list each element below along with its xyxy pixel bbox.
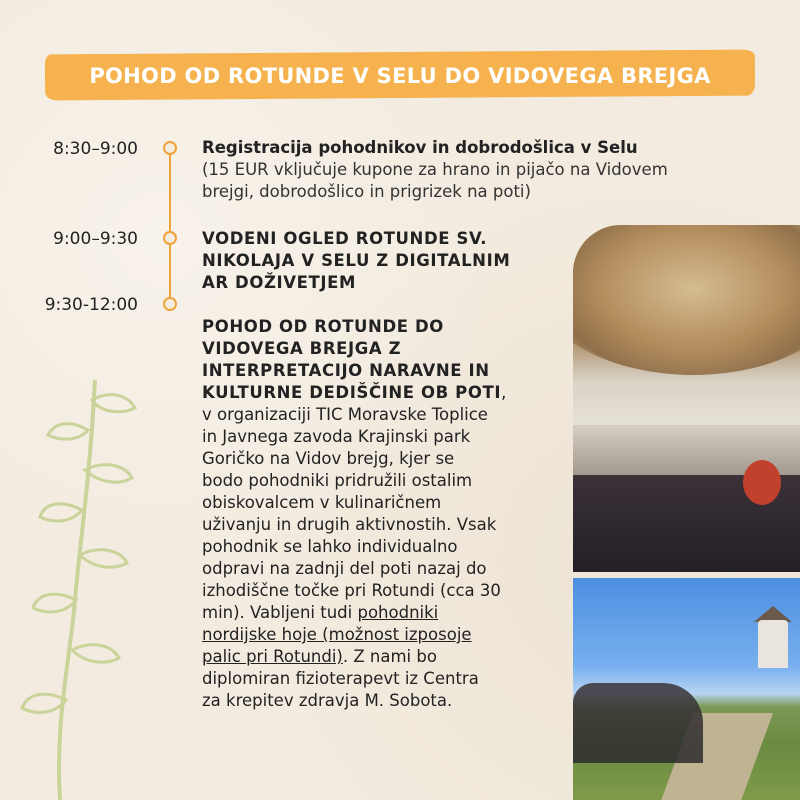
event-3-tail-line: za krepitev zdravja M. Sobota.: [202, 691, 453, 710]
event-3-tail-line: . Z nami bo: [342, 647, 437, 666]
event-2-title-line: VODENI OGLED ROTUNDE SV.: [202, 229, 488, 248]
nordic-walking-link[interactable]: nordijske hoje (možnost izposoje: [202, 625, 472, 644]
time-slot-3: 9:30-12:00: [44, 295, 138, 315]
event-3-body-line: in Javnega zavoda Krajinski park: [202, 427, 471, 446]
plant-illustration: [0, 360, 150, 800]
time-slot-2: 9:00–9:30: [53, 229, 138, 249]
event-1-title: Registracija pohodnikov in dobrodošlica v Selu: [202, 138, 638, 157]
event-3-body-line: izhodiščne točke pri Rotundi (cca 30: [202, 581, 501, 600]
hiking-path-photo: [573, 578, 800, 800]
nordic-walking-link[interactable]: palic pri Rotundi): [202, 647, 343, 666]
event-2-title-line: NIKOLAJA V SELU Z DIGITALNIM: [202, 251, 511, 270]
timeline-dot: [163, 297, 177, 311]
fresco-dome: [573, 225, 800, 375]
event-3-title-line: VIDOVEGA BREJGA Z: [202, 339, 402, 358]
event-3-title-line: POHOD OD ROTUNDE DO: [202, 317, 444, 336]
event-3-body-line: pohodnik se lahko individualno: [202, 537, 458, 556]
page-title: POHOD OD ROTUNDE V SELU DO VIDOVEGA BREJGA: [89, 64, 711, 88]
event-3-body-line: v organizaciji TIC Moravske Toplice: [202, 405, 488, 424]
event-3-body-line: Goričko na Vidov brejg, kjer se: [202, 449, 455, 468]
event-1-note: (15 EUR vključuje kupone za hrano in pijačo na Vidovem brejgi, dobrodošlico in prigrizek na poti): [202, 160, 668, 201]
timeline-dot: [163, 231, 177, 245]
event-3-body-line: bodo pohodniki pridružili ostalim: [202, 471, 473, 490]
rotunda-building: [758, 620, 788, 668]
rotunda-interior-photo: [573, 225, 800, 572]
hiker-group: [573, 683, 703, 763]
event-2: [202, 228, 562, 294]
event-3-body-line: uživanju in drugih aktivnostih. Vsak: [202, 515, 497, 534]
event-3-title-suffix: ,: [501, 383, 507, 402]
event-3-body-line: min). Vabljeni tudi: [202, 603, 358, 622]
event-3-tail-line: diplomiran fizioterapevt iz Centra: [202, 669, 479, 688]
event-3: [202, 316, 562, 712]
event-3-title-line: KULTURNE DEDIŠČINE OB POTI: [202, 383, 502, 402]
time-slot-1: 8:30–9:00: [53, 139, 138, 159]
red-haired-guide: [743, 460, 781, 505]
event-3-body-line: odpravi na zadnji del poti nazaj do: [202, 559, 487, 578]
timeline-dot: [163, 141, 177, 155]
nordic-walking-link[interactable]: pohodniki: [357, 603, 439, 622]
event-1: [202, 137, 702, 203]
event-3-title-line: INTERPRETACIJO NARAVNE IN: [202, 361, 490, 380]
timeline-line: [169, 152, 171, 302]
event-2-title-line: AR DOŽIVETJEM: [202, 273, 356, 292]
event-3-body-line: obiskovalcem v kulinaričnem: [202, 493, 442, 512]
